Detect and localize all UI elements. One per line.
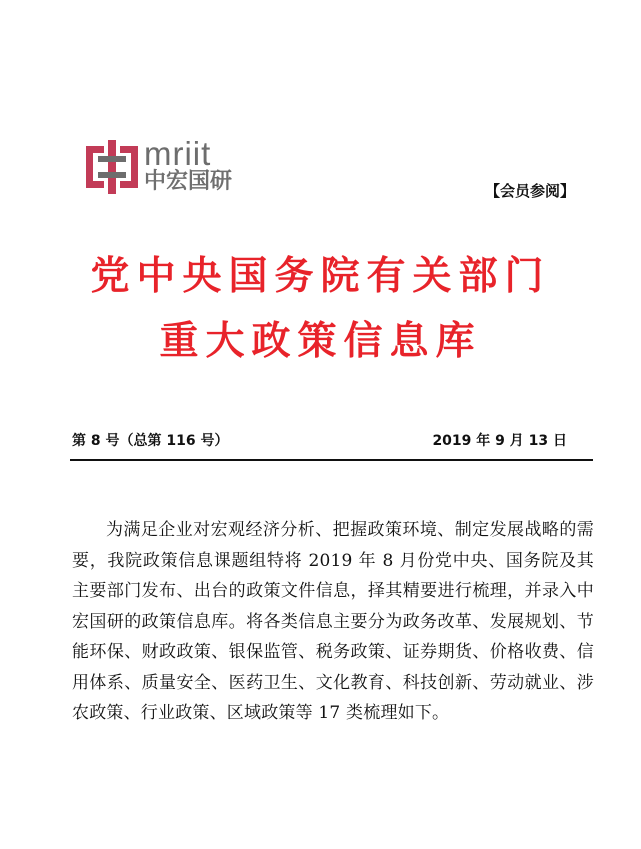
member-reference-tag: 【会员参阅】 (484, 182, 575, 200)
issue-date: 2019 年 9 月 13 日 (432, 433, 567, 449)
logo (86, 135, 236, 194)
header-divider (70, 459, 593, 461)
logo-mark-icon (86, 140, 138, 194)
title-line-1: 党中央国务院有关部门 (90, 254, 551, 299)
logo-chinese-text: 中宏国研 (144, 169, 233, 194)
issue-number: 第 8 号（总第 116 号） (72, 433, 229, 449)
title-line-2: 重大政策信息库 (159, 319, 482, 364)
logo-brand-text: mriit (144, 135, 212, 172)
intro-paragraph: 为满足企业对宏观经济分析、把握政策环境、制定发展战略的需要，我院政策信息课题组特将 2019 年 8 月份党中央、国务院及其主要部门发布、出台的政策文件信息，择其精要进行梳理，并录入中宏国研的政策信息库。将各类信息主要分为政务改革、发展规划、节能环保、财政政策、银保监管、税务政策、证券期货、价格收费、信用体系、质量安全、医药卫生、文化教育、科技创新、劳动就业、涉农政策、行业政策、区域政策等 17 类梳理如下。 (72, 520, 594, 723)
